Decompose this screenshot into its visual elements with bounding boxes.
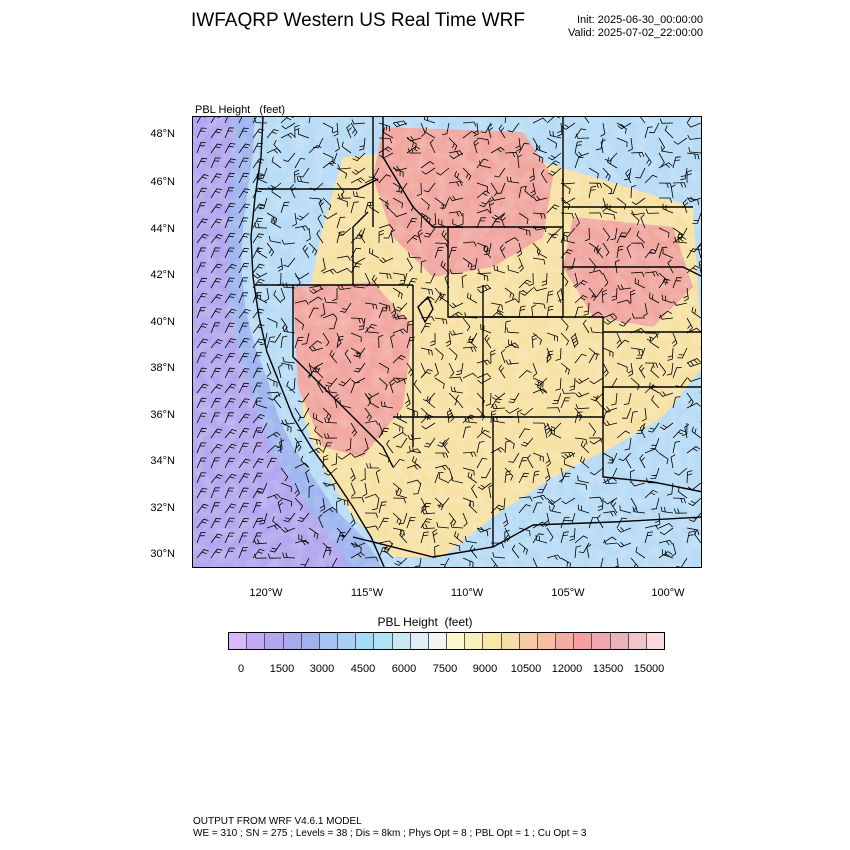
wind-barb xyxy=(701,458,702,468)
colorbar-swatch xyxy=(229,633,247,649)
valid-time: Valid: 2025-07-02_22:00:00 xyxy=(568,27,703,39)
lat-label-32n: 32°N xyxy=(150,502,175,514)
colorbar-swatch xyxy=(556,633,574,649)
lat-label-40n: 40°N xyxy=(150,316,175,328)
model-info-footer xyxy=(193,816,586,840)
colorbar-swatch xyxy=(483,633,501,649)
wind-barb xyxy=(701,348,702,362)
colorbar xyxy=(228,632,665,650)
colorbar-swatch xyxy=(502,633,520,649)
map-panel[interactable] xyxy=(192,116,702,568)
colorbar-swatch xyxy=(520,633,538,649)
lon-label-120w: 120°W xyxy=(249,587,283,599)
wind-barb xyxy=(701,228,702,238)
chart-title: IWFAQRP Western US Real Time WRF xyxy=(191,10,525,31)
wind-barb xyxy=(701,453,702,464)
colorbar-label: 4500 xyxy=(350,663,376,675)
colorbar-swatch xyxy=(629,633,647,649)
lat-label-48n: 48°N xyxy=(150,128,175,140)
colorbar-label: 10500 xyxy=(510,663,542,675)
colorbar-swatch xyxy=(302,633,320,649)
wind-barb xyxy=(701,558,702,568)
colorbar-swatch xyxy=(393,633,411,649)
wind-barb xyxy=(701,411,702,423)
lat-label-44n: 44°N xyxy=(150,223,175,235)
lat-label-42n: 42°N xyxy=(150,269,175,281)
lon-label-110w: 110°W xyxy=(450,587,484,599)
colorbar-swatch xyxy=(611,633,629,649)
colorbar-label: 13500 xyxy=(592,663,624,675)
colorbar-title: PBL Height (feet) xyxy=(377,615,473,629)
lon-label-105w: 105°W xyxy=(551,587,585,599)
colorbar-swatch xyxy=(647,633,664,649)
colorbar-swatch xyxy=(538,633,556,649)
field-label-pbl: PBL Height (feet) xyxy=(195,104,286,116)
colorbar-label: 3000 xyxy=(309,663,335,675)
lat-label-46n: 46°N xyxy=(150,176,175,188)
colorbar-swatch xyxy=(411,633,429,649)
colorbar-swatch xyxy=(447,633,465,649)
wind-barb xyxy=(701,408,702,415)
wind-barb xyxy=(701,168,702,181)
lat-label-38n: 38°N xyxy=(150,362,175,374)
lon-label-115w: 115°W xyxy=(350,587,384,599)
wind-barb xyxy=(701,287,702,292)
footer-config-line: WE = 310 ; SN = 275 ; Levels = 38 ; Dis = 8km ; Phys Opt = 8 ; PBL Opt = 1 ; Cu Opt = 3 xyxy=(193,828,587,839)
lat-label-36n: 36°N xyxy=(150,409,175,421)
colorbar-label: 15000 xyxy=(633,663,665,675)
colorbar-swatch xyxy=(247,633,265,649)
wind-barb xyxy=(701,333,702,345)
colorbar-label: 1500 xyxy=(269,663,295,675)
colorbar-swatch xyxy=(338,633,356,649)
colorbar-label: 6000 xyxy=(391,663,417,675)
colorbar-label: 9000 xyxy=(472,663,498,675)
colorbar-swatch xyxy=(356,633,374,649)
colorbar-swatch xyxy=(284,633,302,649)
run-times xyxy=(568,14,703,40)
lat-label-30n: 30°N xyxy=(150,548,175,560)
colorbar-swatch xyxy=(592,633,610,649)
wind-barb xyxy=(701,177,702,183)
wind-barb xyxy=(701,303,702,314)
colorbar-swatch xyxy=(429,633,447,649)
colorbar-label: 7500 xyxy=(432,663,458,675)
colorbar-swatch xyxy=(374,633,392,649)
footer-model-line: OUTPUT FROM WRF V4.6.1 MODEL xyxy=(193,816,362,827)
colorbar-swatch xyxy=(320,633,338,649)
lat-label-34n: 34°N xyxy=(150,455,175,467)
init-time: Init: 2025-06-30_00:00:00 xyxy=(577,14,703,26)
wind-barb xyxy=(701,523,702,528)
colorbar-swatch xyxy=(574,633,592,649)
lon-label-100w: 100°W xyxy=(651,587,685,599)
colorbar-swatch xyxy=(265,633,283,649)
colorbar-label: 0 xyxy=(237,663,245,675)
map-canvas xyxy=(193,117,702,568)
colorbar-label: 12000 xyxy=(551,663,583,675)
wind-barb xyxy=(701,381,702,393)
colorbar-swatch xyxy=(465,633,483,649)
